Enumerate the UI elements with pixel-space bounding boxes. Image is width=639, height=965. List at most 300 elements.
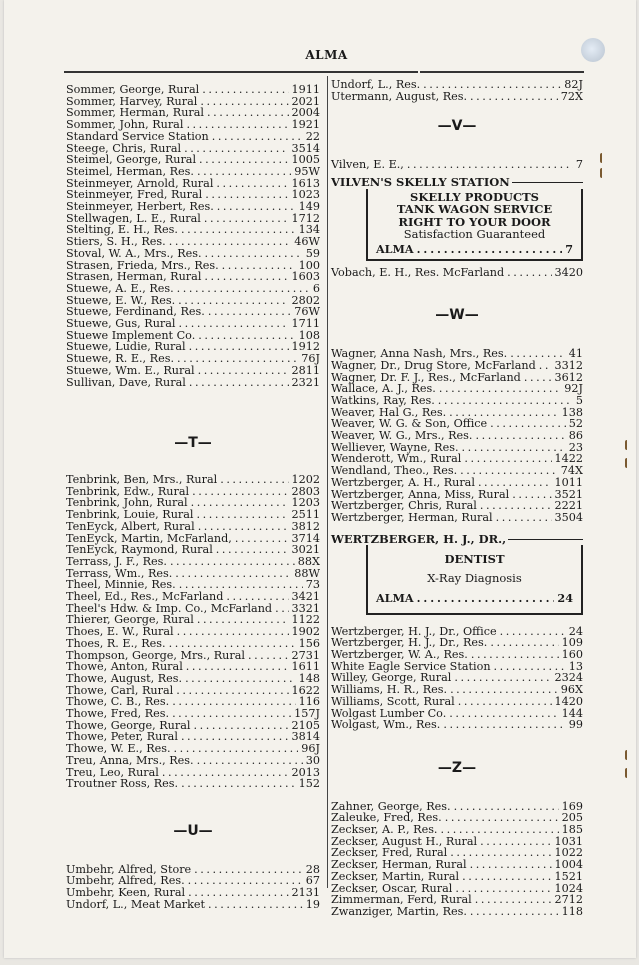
phone-number: 22: [305, 129, 320, 143]
listing-row: [331, 267, 583, 279]
listing-name: Stuewe, A. E., Res.: [66, 281, 174, 295]
listing-name: Wertzberger, A. H., Rural: [331, 475, 475, 489]
phone-number: 99: [568, 718, 583, 732]
left-column: [66, 84, 320, 910]
listing-row: [66, 84, 320, 96]
listing-name: Stelting, E. H., Res.: [66, 223, 178, 237]
leader-dots: [480, 836, 551, 848]
listing-name: Thompson, George, Mrs., Rural: [66, 648, 245, 662]
listing-name: Umbehr, Alfred, Store: [66, 862, 192, 876]
leader-dots: [462, 442, 566, 454]
listing-name: Thowe, C. B., Res.: [66, 695, 170, 709]
leader-dots: [197, 614, 289, 626]
listing-name: Wagner, Dr. F. J., Res., McFarland: [331, 370, 521, 384]
phone-number: 76J: [301, 352, 320, 366]
leader-dots: [439, 383, 561, 395]
leader-dots: [208, 899, 303, 911]
listing-name: Vobach, E. H., Res. McFarland: [331, 265, 505, 279]
leader-dots: [197, 755, 303, 767]
leader-dots: [162, 767, 289, 779]
listing-name: Steinmeyer, Herbert, Res.: [66, 200, 214, 214]
section-heading-w: —W—: [435, 307, 479, 324]
phone-number: 2811: [291, 363, 320, 377]
leader-dots: [471, 649, 559, 661]
listing-name: Strasen, Herman, Rural: [66, 270, 202, 284]
listing-name: Zaleuke, Fred, Res.: [331, 811, 442, 825]
phone-number: 1911: [291, 83, 320, 96]
leader-dots: [407, 159, 573, 171]
listing-name: Wertzberger, Anna, Miss, Rural: [331, 487, 510, 501]
listing-name: Thoes, R. E., Res.: [66, 636, 166, 650]
listing-name: TenEyck, Raymond, Rural: [66, 543, 213, 557]
leader-dots: [181, 224, 296, 236]
phone-number: 3021: [291, 543, 320, 557]
listing-group: [331, 267, 583, 279]
listing-group: [66, 474, 320, 790]
listing-group: [331, 626, 583, 731]
phone-number: 95W: [294, 164, 320, 178]
phone-number: 3612: [554, 370, 583, 384]
phone-number: 3514: [291, 141, 320, 155]
listing-row: [66, 556, 320, 568]
listing-row: [66, 377, 320, 389]
phone-number: 1005: [291, 153, 320, 167]
listing-row: [66, 591, 320, 603]
ad-box: [366, 189, 583, 261]
leader-dots: [189, 341, 289, 353]
phone-number: 82J: [564, 78, 583, 91]
leader-dots: [189, 377, 289, 389]
listing-row: [66, 201, 320, 213]
listing-row: [66, 638, 320, 650]
leader-dots: [177, 626, 289, 638]
listing-name: Treu, Leo, Rural: [66, 765, 159, 779]
leader-dots: [438, 395, 573, 407]
phone-number: 3420: [554, 265, 583, 279]
leader-dots: [194, 864, 303, 876]
listing-name: Wertzberger, H. J., Dr., Res.: [331, 636, 488, 650]
leader-dots: [176, 685, 288, 697]
listing-name: Weaver, W. G., Mrs., Res.: [331, 429, 473, 443]
listing-name: Zeckser, Herman, Rural: [331, 858, 467, 872]
listing-row: [66, 283, 320, 295]
section-heading-z: —Z—: [437, 759, 477, 776]
phone-number: 2004: [291, 106, 320, 120]
phone-number: 46W: [294, 235, 320, 249]
leader-dots: [216, 178, 288, 190]
leader-dots: [220, 474, 288, 486]
leader-dots: [539, 360, 552, 372]
leader-dots: [172, 708, 291, 720]
leader-dots: [464, 453, 551, 465]
listing-name: Thoes, E. W., Rural: [66, 625, 174, 639]
phone-number: 96J: [301, 742, 320, 756]
staple-mark-icon: [625, 768, 632, 778]
leader-dots: [172, 696, 295, 708]
phone-number: 205: [561, 811, 583, 825]
phone-number: 2321: [291, 375, 320, 389]
phone-number: 1004: [554, 858, 583, 872]
phone-number: 2021: [291, 94, 320, 108]
phone-number: 3521: [554, 487, 583, 501]
listing-row: [66, 673, 320, 685]
ad-skelly-station: [331, 174, 583, 261]
listing-name: Williams, Scott, Rural: [331, 694, 455, 708]
listing-name: Steege, Chris, Rural: [66, 141, 182, 155]
listing-name: Terrass, Wm., Res.: [66, 566, 173, 580]
phone-number: 1521: [554, 869, 583, 883]
listing-name: Tenbrink, Louie, Rural: [66, 508, 194, 522]
phone-number: 2324: [554, 671, 583, 685]
listing-name: Wagner, Dr., Drug Store, McFarland: [331, 358, 536, 372]
page-title: ALMA: [305, 48, 348, 62]
leader-dots: [191, 497, 289, 509]
listing-name: Undorf, L., Meat Market: [66, 897, 205, 911]
ad-title: WERTZBERGER, H. J., DR.,: [331, 534, 583, 546]
ad-line: DENTIST: [444, 552, 505, 567]
listing-name: Wallace, A. J., Res.: [331, 382, 436, 396]
phone-number: 74X: [560, 464, 583, 478]
staple-mark-icon: [625, 458, 632, 468]
phone-number: 134: [298, 223, 320, 237]
phone-number: 1031: [554, 834, 583, 848]
right-column: [331, 79, 583, 918]
phone-number: 1420: [554, 694, 583, 708]
listing-row: [331, 430, 583, 442]
ad-box: [366, 545, 583, 614]
listing-name: Weaver, Hal G., Res.: [331, 405, 447, 419]
listing-name: Stoval, W. A., Mrs., Res.: [66, 246, 202, 260]
staple-mark-icon: [600, 168, 607, 178]
phone-number: 7: [575, 158, 583, 172]
phone-number: 88X: [297, 554, 320, 568]
listing-row: [331, 477, 583, 489]
listing-group: [331, 801, 583, 918]
phone-number: 24: [568, 624, 583, 638]
listing-name: Steimel, Herman, Res.: [66, 164, 194, 178]
leader-dots: [198, 365, 289, 377]
phone-number: 1622: [291, 683, 320, 697]
phone-number: 19: [305, 897, 320, 911]
section-heading-t: —T—: [174, 435, 212, 452]
listing-name: Standard Service Station: [66, 129, 209, 143]
listing-row: [331, 906, 583, 918]
leader-dots: [177, 283, 310, 295]
listing-name: Willey, George, Rural: [331, 671, 452, 685]
staple-mark-icon: [600, 153, 607, 163]
listing-name: Stellwagen, L. E., Rural: [66, 211, 201, 225]
listing-row: [331, 360, 583, 372]
phone-number: 1613: [291, 176, 320, 190]
listing-row: [331, 512, 583, 524]
ad-line: SKELLY PRODUCTS: [410, 189, 539, 204]
leader-dots: [205, 189, 288, 201]
listing-name: Stuewe Implement Co.: [66, 328, 196, 342]
leader-dots: [490, 418, 566, 430]
phone-number: 2131: [291, 886, 320, 900]
listing-name: Sommer, Harvey, Rural: [66, 94, 198, 108]
listing-name: Zeckser, A. P., Res.: [331, 823, 438, 837]
listing-group: [331, 348, 583, 524]
leader-dots: [248, 650, 289, 662]
listing-row: [331, 871, 583, 883]
phone-number: 88W: [294, 566, 320, 580]
leader-dots: [490, 637, 558, 649]
leader-dots: [212, 131, 303, 143]
listing-name: Wagner, Anna Nash, Mrs., Res.: [331, 347, 508, 361]
phone-number: 152: [298, 777, 320, 791]
listing-name: Wolgast Lumber Co.: [331, 706, 447, 720]
leader-dots: [462, 871, 551, 883]
listing-name: Wenderott, Wm., Rural: [331, 452, 462, 466]
staple-mark-icon: [625, 440, 632, 450]
listing-name: Sommer, George, Rural: [66, 83, 200, 96]
listing-name: Wertzberger, H. J., Dr., Office: [331, 624, 497, 638]
listing-name: Tenbrink, John, Rural: [66, 496, 188, 510]
leader-dots: [204, 213, 289, 225]
listing-name: Thowe, Carl, Rural: [66, 683, 174, 697]
listing-group: [66, 84, 320, 388]
phone-number: 1024: [554, 881, 583, 895]
phone-number: 72X: [560, 89, 583, 103]
listing-name: Stuewe, Ludie, Rural: [66, 340, 186, 354]
phone-number: 76W: [294, 305, 320, 319]
leader-dots: [475, 430, 565, 442]
listing-row: [66, 755, 320, 767]
phone-number: 1422: [554, 452, 583, 466]
listing-name: Thowe, August, Res.: [66, 671, 183, 685]
leader-dots: [470, 859, 552, 871]
staple-mark-icon: [625, 750, 632, 760]
phone-number: 28: [305, 862, 320, 876]
phone-number: 1022: [554, 846, 583, 860]
listing-name: Stuewe, Ferdinand, Res.: [66, 305, 205, 319]
listing-name: Zahner, George, Res.: [331, 799, 451, 813]
leader-dots: [181, 778, 296, 790]
ad-line: TANK WAGON SERVICE: [396, 202, 553, 217]
section-heading-u: —U—: [173, 822, 213, 839]
phone-number: 73: [305, 578, 320, 592]
phone-number: 67: [305, 874, 320, 888]
phone-number: 1011: [554, 475, 583, 489]
leader-dots: [184, 143, 288, 155]
listing-row: [331, 395, 583, 407]
listing-row: [66, 778, 320, 790]
phone-number: 100: [298, 258, 320, 272]
phone-number: 2105: [291, 718, 320, 732]
phone-number: 1921: [291, 118, 320, 132]
phone-number: 108: [298, 328, 320, 342]
phone-number: 52: [568, 417, 583, 431]
leader-dots: [199, 154, 288, 166]
leader-dots: [235, 533, 289, 545]
listing-name: Strasen, Frieda, Mrs., Res.: [66, 258, 219, 272]
listing-name: Umbehr, Keen, Rural: [66, 886, 186, 900]
listing-name: Zimmerman, Ferd, Rural: [331, 893, 472, 907]
phone-number: 1202: [291, 472, 320, 486]
listing-name: Stuewe, Wm. E., Rural: [66, 363, 195, 377]
listing-row: [66, 166, 320, 178]
phone-number: 118: [561, 904, 583, 918]
phone-number: 2803: [291, 484, 320, 498]
listing-row: [66, 248, 320, 260]
listing-name: Sullivan, Dave, Rural: [66, 375, 186, 389]
leader-dots: [185, 673, 296, 685]
listing-name: White Eagle Service Station: [331, 659, 491, 673]
phone-number: 1603: [291, 270, 320, 284]
leader-dots: [222, 260, 296, 272]
listing-name: Wertzberger, Herman, Rural: [331, 510, 493, 524]
listing-row: [331, 719, 583, 731]
phone-number: 86: [568, 429, 583, 443]
phone-number: 96X: [560, 683, 583, 697]
phone-number: 3504: [554, 510, 583, 524]
listing-name: Wertzberger, Chris, Rural: [331, 499, 477, 513]
leader-dots: [169, 638, 296, 650]
listing-name: Steinmeyer, Fred, Rural: [66, 188, 203, 202]
phone-number: 1711: [291, 317, 320, 331]
listing-name: Thierer, George, Rural: [66, 613, 194, 627]
listing-row: [66, 474, 320, 486]
phone-number: 1902: [291, 625, 320, 639]
leader-dots: [512, 489, 551, 501]
leader-dots: [177, 353, 298, 365]
leader-dots: [470, 906, 559, 918]
leader-dots: [198, 521, 289, 533]
phone-number: 1912: [291, 340, 320, 354]
listing-row: [66, 365, 320, 377]
listing-name: Weaver, W. G. & Son, Office: [331, 417, 488, 431]
listing-group: [66, 864, 320, 911]
leader-dots: [208, 306, 291, 318]
phone-number: 138: [561, 405, 583, 419]
leader-dots: [217, 201, 296, 213]
listing-name: Thowe, Peter, Rural: [66, 730, 178, 744]
leader-dots: [193, 720, 288, 732]
listing-row: [331, 159, 583, 171]
leader-dots: [454, 801, 559, 813]
ad-line: RIGHT TO YOUR DOOR: [398, 214, 551, 229]
leader-dots: [192, 486, 288, 498]
listing-name: Wolgast, Wm., Res.: [331, 718, 441, 732]
phone-number: 157J: [294, 707, 320, 721]
leader-dots: [200, 96, 288, 108]
phone-number: 6: [312, 281, 320, 295]
listing-name: Zeckser, Oscar, Rural: [331, 881, 453, 895]
listing-row: [331, 696, 583, 708]
phone-number: 92J: [564, 382, 583, 396]
phone-number: 2712: [554, 893, 583, 907]
phone-number: 30: [305, 753, 320, 767]
listing-row: [66, 708, 320, 720]
leader-dots: [458, 696, 552, 708]
leader-dots: [443, 719, 565, 731]
listing-name: TenEyck, Albert, Rural: [66, 519, 195, 533]
phone-number: 2221: [554, 499, 583, 513]
listing-name: Theel, Ed., Res., McFarland: [66, 590, 224, 604]
listing-name: Steimel, George, Rural: [66, 153, 197, 167]
listing-name: Troutner Ross, Res.: [66, 777, 179, 791]
phone-number: 1122: [291, 613, 320, 627]
listing-name: Sommer, John, Rural: [66, 118, 184, 132]
phone-number: 3814: [291, 730, 320, 744]
listing-name: Utermann, August, Res.: [331, 89, 468, 103]
phone-number: 156: [298, 636, 320, 650]
listing-name: Undorf, L., Res.: [331, 78, 421, 91]
phone-number: 3312: [554, 358, 583, 372]
leader-dots: [216, 544, 289, 556]
listing-name: Wendland, Theo., Res.: [331, 464, 458, 478]
listing-name: Stiers, S. H., Res.: [66, 235, 166, 249]
phone-number: 2511: [291, 508, 320, 522]
listing-name: Thowe, Fred, Res.: [66, 707, 170, 721]
listing-name: Tenbrink, Ben, Mrs., Rural: [66, 472, 218, 486]
listing-name: TenEyck, Martin, McFarland,: [66, 531, 232, 545]
phone-number: 3714: [291, 531, 320, 545]
phone-number: 109: [561, 636, 583, 650]
listing-name: Theel's Hdw. & Imp. Co., McFarland: [66, 601, 273, 615]
leader-dots: [198, 330, 295, 342]
listing-name: Stuewe, E. W., Res.: [66, 293, 176, 307]
listing-name: Steinmeyer, Arnold, Rural: [66, 176, 214, 190]
leader-dots: [226, 591, 288, 603]
leader-dots: [441, 824, 559, 836]
leader-dots: [470, 91, 558, 103]
leader-dots: [186, 661, 289, 673]
phone-number: 169: [561, 799, 583, 813]
leader-dots: [496, 512, 552, 524]
phone-number: 2802: [291, 293, 320, 307]
ad-phone-row: ALMA . . . 7: [376, 244, 573, 256]
leader-dots: [202, 84, 288, 96]
leader-dots: [275, 603, 288, 615]
leader-dots: [475, 894, 552, 906]
phone-number: 1611: [291, 660, 320, 674]
leader-dots: [170, 556, 295, 568]
header-rule-right: [420, 71, 584, 73]
leader-dots: [179, 318, 289, 330]
phone-number: 23: [568, 440, 583, 454]
ad-title: VILVEN'S SKELLY STATION: [331, 177, 583, 189]
leader-dots: [181, 731, 289, 743]
listing-group: [331, 159, 583, 171]
listing-name: Zeckser, Fred, Rural: [331, 846, 448, 860]
listing-name: Thowe, W. E., Res.: [66, 742, 171, 756]
leader-dots: [445, 812, 559, 824]
phone-number: 185: [561, 823, 583, 837]
listing-row: [66, 899, 320, 911]
leader-dots: [478, 477, 552, 489]
listing-name: Zwanziger, Martin, Res.: [331, 904, 467, 918]
phone-number: 1712: [291, 211, 320, 225]
leader-dots: [188, 875, 303, 887]
leader-dots: [205, 248, 303, 260]
ad-dentist: [331, 531, 583, 615]
listing-name: Watkins, Ray, Res.: [331, 393, 435, 407]
column-divider: [327, 76, 328, 888]
leader-dots: [450, 684, 558, 696]
ad-phone-row: ALMA . . . 24: [376, 593, 573, 605]
ad-line: Satisfaction Guaranteed: [403, 227, 546, 242]
listing-name: Vilven, E. E.,: [331, 158, 404, 172]
listing-group: [331, 79, 583, 102]
leader-dots: [175, 568, 291, 580]
phone-number: 144: [561, 706, 583, 720]
listing-name: Stuewe, R. E., Res.: [66, 352, 175, 366]
phone-number: 3321: [291, 601, 320, 615]
phone-number: 1023: [291, 188, 320, 202]
listing-name: Umbehr, Alfred, Res.: [66, 874, 185, 888]
